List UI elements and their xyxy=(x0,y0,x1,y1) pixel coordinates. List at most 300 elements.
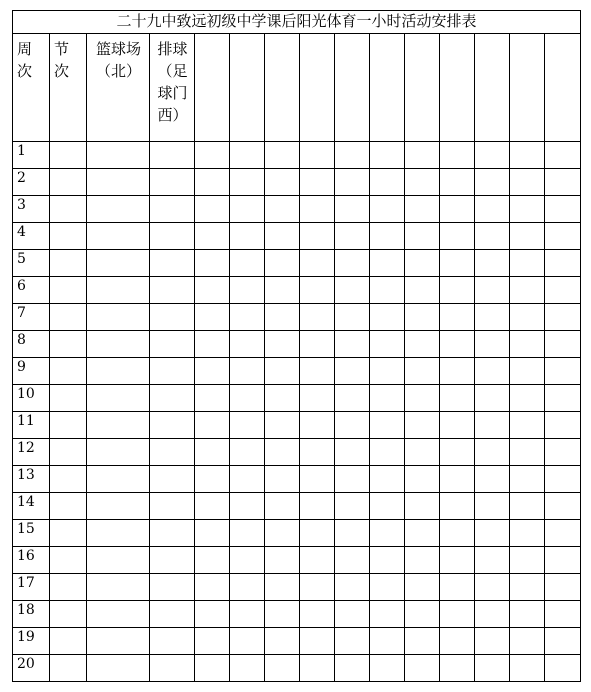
table-row xyxy=(13,169,581,196)
schedule-cell[interactable] xyxy=(475,196,510,223)
schedule-cell[interactable] xyxy=(440,493,475,520)
schedule-cell[interactable] xyxy=(510,439,545,466)
schedule-cell[interactable] xyxy=(50,223,87,250)
schedule-cell[interactable] xyxy=(440,250,475,277)
schedule-cell[interactable] xyxy=(545,655,581,682)
schedule-cell[interactable] xyxy=(230,439,265,466)
schedule-cell[interactable] xyxy=(335,574,370,601)
schedule-cell[interactable] xyxy=(545,466,581,493)
schedule-cell[interactable] xyxy=(510,655,545,682)
schedule-cell[interactable] xyxy=(300,277,335,304)
schedule-cell[interactable] xyxy=(370,277,405,304)
schedule-cell[interactable] xyxy=(265,493,300,520)
schedule-cell[interactable] xyxy=(87,628,150,655)
schedule-cell[interactable] xyxy=(265,628,300,655)
schedule-cell[interactable] xyxy=(50,547,87,574)
schedule-cell[interactable] xyxy=(545,277,581,304)
schedule-cell[interactable] xyxy=(335,331,370,358)
schedule-cell[interactable] xyxy=(510,331,545,358)
schedule-cell[interactable] xyxy=(265,412,300,439)
header-cell-blank[interactable] xyxy=(545,34,581,142)
schedule-cell[interactable] xyxy=(405,628,440,655)
schedule-cell[interactable] xyxy=(150,439,195,466)
week-number-cell xyxy=(13,250,50,277)
schedule-cell[interactable] xyxy=(335,466,370,493)
schedule-cell[interactable] xyxy=(405,169,440,196)
schedule-cell[interactable] xyxy=(195,385,230,412)
schedule-cell[interactable] xyxy=(545,493,581,520)
title-row xyxy=(13,11,581,34)
schedule-cell[interactable] xyxy=(150,358,195,385)
schedule-cell[interactable] xyxy=(370,466,405,493)
schedule-cell[interactable] xyxy=(440,520,475,547)
schedule-cell[interactable] xyxy=(475,601,510,628)
schedule-cell[interactable] xyxy=(195,358,230,385)
schedule-cell[interactable] xyxy=(545,196,581,223)
schedule-cell[interactable] xyxy=(150,601,195,628)
schedule-cell[interactable] xyxy=(230,412,265,439)
schedule-cell[interactable] xyxy=(440,277,475,304)
schedule-cell[interactable] xyxy=(370,196,405,223)
schedule-cell[interactable] xyxy=(300,250,335,277)
schedule-cell[interactable] xyxy=(265,547,300,574)
schedule-cell[interactable] xyxy=(510,547,545,574)
schedule-cell[interactable] xyxy=(150,196,195,223)
schedule-cell[interactable] xyxy=(87,547,150,574)
schedule-cell[interactable] xyxy=(265,601,300,628)
schedule-cell[interactable] xyxy=(195,493,230,520)
schedule-cell[interactable] xyxy=(195,250,230,277)
schedule-cell[interactable] xyxy=(510,601,545,628)
schedule-cell[interactable] xyxy=(150,250,195,277)
schedule-cell[interactable] xyxy=(440,358,475,385)
schedule-cell[interactable] xyxy=(230,250,265,277)
schedule-cell[interactable] xyxy=(150,169,195,196)
schedule-cell[interactable] xyxy=(370,520,405,547)
schedule-cell[interactable] xyxy=(475,493,510,520)
schedule-cell[interactable] xyxy=(230,520,265,547)
schedule-cell[interactable] xyxy=(300,358,335,385)
schedule-cell[interactable] xyxy=(195,412,230,439)
schedule-cell[interactable] xyxy=(87,277,150,304)
schedule-cell[interactable] xyxy=(475,304,510,331)
schedule-cell[interactable] xyxy=(195,601,230,628)
week-number: 20 xyxy=(17,656,35,672)
schedule-cell[interactable] xyxy=(265,358,300,385)
schedule-cell[interactable] xyxy=(475,223,510,250)
schedule-cell[interactable] xyxy=(87,466,150,493)
schedule-cell[interactable] xyxy=(150,412,195,439)
schedule-cell[interactable] xyxy=(440,385,475,412)
schedule-cell[interactable] xyxy=(230,547,265,574)
schedule-cell[interactable] xyxy=(370,628,405,655)
schedule-cell[interactable] xyxy=(545,250,581,277)
schedule-cell[interactable] xyxy=(335,142,370,169)
schedule-cell[interactable] xyxy=(50,574,87,601)
schedule-cell[interactable] xyxy=(265,520,300,547)
schedule-cell[interactable] xyxy=(440,412,475,439)
schedule-cell[interactable] xyxy=(87,574,150,601)
schedule-cell[interactable] xyxy=(335,196,370,223)
schedule-cell[interactable] xyxy=(545,520,581,547)
schedule-cell[interactable] xyxy=(300,169,335,196)
week-number-cell xyxy=(13,439,50,466)
schedule-cell[interactable] xyxy=(230,169,265,196)
table-row xyxy=(13,142,581,169)
schedule-cell[interactable] xyxy=(230,142,265,169)
schedule-cell[interactable] xyxy=(545,169,581,196)
schedule-cell[interactable] xyxy=(300,466,335,493)
schedule-cell[interactable] xyxy=(510,412,545,439)
schedule-cell[interactable] xyxy=(300,547,335,574)
header-cell-blank[interactable] xyxy=(475,34,510,142)
schedule-cell[interactable] xyxy=(50,493,87,520)
schedule-cell[interactable] xyxy=(405,520,440,547)
schedule-cell[interactable] xyxy=(265,655,300,682)
schedule-cell[interactable] xyxy=(87,385,150,412)
schedule-cell[interactable] xyxy=(265,196,300,223)
schedule-cell[interactable] xyxy=(510,250,545,277)
header-cell-blank[interactable] xyxy=(405,34,440,142)
schedule-cell[interactable] xyxy=(265,277,300,304)
schedule-cell[interactable] xyxy=(195,277,230,304)
schedule-cell[interactable] xyxy=(150,277,195,304)
schedule-cell[interactable] xyxy=(405,250,440,277)
schedule-cell[interactable] xyxy=(265,250,300,277)
schedule-cell[interactable] xyxy=(230,385,265,412)
schedule-cell[interactable] xyxy=(475,520,510,547)
schedule-cell[interactable] xyxy=(475,439,510,466)
schedule-cell[interactable] xyxy=(230,304,265,331)
schedule-cell[interactable] xyxy=(195,520,230,547)
schedule-cell[interactable] xyxy=(510,142,545,169)
schedule-cell[interactable] xyxy=(510,196,545,223)
schedule-cell[interactable] xyxy=(195,466,230,493)
schedule-cell[interactable] xyxy=(300,196,335,223)
schedule-cell[interactable] xyxy=(405,493,440,520)
schedule-cell[interactable] xyxy=(405,142,440,169)
schedule-cell[interactable] xyxy=(335,223,370,250)
schedule-cell[interactable] xyxy=(545,358,581,385)
schedule-cell[interactable] xyxy=(545,574,581,601)
schedule-cell[interactable] xyxy=(230,331,265,358)
schedule-cell[interactable] xyxy=(335,412,370,439)
header-cell-blank[interactable] xyxy=(195,34,230,142)
schedule-cell[interactable] xyxy=(335,628,370,655)
schedule-cell[interactable] xyxy=(300,304,335,331)
schedule-cell[interactable] xyxy=(87,304,150,331)
schedule-cell[interactable] xyxy=(370,250,405,277)
schedule-cell[interactable] xyxy=(265,466,300,493)
schedule-cell[interactable] xyxy=(50,277,87,304)
schedule-cell[interactable] xyxy=(195,142,230,169)
schedule-cell[interactable] xyxy=(50,196,87,223)
schedule-cell[interactable] xyxy=(195,304,230,331)
schedule-cell[interactable] xyxy=(87,223,150,250)
schedule-cell[interactable] xyxy=(370,358,405,385)
schedule-cell[interactable] xyxy=(195,223,230,250)
schedule-cell[interactable] xyxy=(195,439,230,466)
schedule-cell[interactable] xyxy=(545,304,581,331)
schedule-cell[interactable] xyxy=(370,223,405,250)
schedule-cell[interactable] xyxy=(370,601,405,628)
schedule-cell[interactable] xyxy=(510,358,545,385)
schedule-cell[interactable] xyxy=(50,331,87,358)
schedule-cell[interactable] xyxy=(475,277,510,304)
schedule-cell[interactable] xyxy=(405,277,440,304)
schedule-cell[interactable] xyxy=(150,142,195,169)
schedule-cell[interactable] xyxy=(405,304,440,331)
schedule-cell[interactable] xyxy=(230,628,265,655)
schedule-cell[interactable] xyxy=(230,655,265,682)
schedule-cell[interactable] xyxy=(545,331,581,358)
schedule-cell[interactable] xyxy=(475,574,510,601)
schedule-cell[interactable] xyxy=(475,250,510,277)
week-number: 15 xyxy=(17,521,35,537)
schedule-cell[interactable] xyxy=(230,223,265,250)
schedule-cell[interactable] xyxy=(87,493,150,520)
schedule-cell[interactable] xyxy=(50,466,87,493)
schedule-cell[interactable] xyxy=(87,196,150,223)
schedule-cell[interactable] xyxy=(440,655,475,682)
schedule-cell[interactable] xyxy=(300,439,335,466)
schedule-cell[interactable] xyxy=(50,439,87,466)
schedule-cell[interactable] xyxy=(545,628,581,655)
schedule-cell[interactable] xyxy=(230,277,265,304)
header-cell-blank[interactable] xyxy=(370,34,405,142)
schedule-cell[interactable] xyxy=(265,574,300,601)
schedule-cell[interactable] xyxy=(195,331,230,358)
schedule-cell[interactable] xyxy=(440,574,475,601)
schedule-cell[interactable] xyxy=(405,412,440,439)
header-cell-blank[interactable] xyxy=(265,34,300,142)
schedule-cell[interactable] xyxy=(150,493,195,520)
schedule-cell[interactable] xyxy=(195,169,230,196)
schedule-cell[interactable] xyxy=(150,574,195,601)
schedule-cell[interactable] xyxy=(510,574,545,601)
schedule-cell[interactable] xyxy=(230,466,265,493)
header-cell-blank[interactable] xyxy=(300,34,335,142)
schedule-cell[interactable] xyxy=(150,466,195,493)
schedule-cell[interactable] xyxy=(150,520,195,547)
schedule-cell[interactable] xyxy=(405,439,440,466)
schedule-cell[interactable] xyxy=(475,385,510,412)
schedule-cell[interactable] xyxy=(265,331,300,358)
schedule-cell[interactable] xyxy=(300,628,335,655)
schedule-cell[interactable] xyxy=(265,223,300,250)
schedule-cell[interactable] xyxy=(50,520,87,547)
schedule-cell[interactable] xyxy=(545,385,581,412)
header-cell-blank[interactable] xyxy=(510,34,545,142)
schedule-cell[interactable] xyxy=(150,304,195,331)
schedule-cell[interactable] xyxy=(335,520,370,547)
schedule-cell[interactable] xyxy=(370,331,405,358)
schedule-cell[interactable] xyxy=(370,169,405,196)
schedule-cell[interactable] xyxy=(370,547,405,574)
week-number-cell xyxy=(13,466,50,493)
schedule-cell[interactable] xyxy=(150,385,195,412)
schedule-cell[interactable] xyxy=(440,169,475,196)
schedule-cell[interactable] xyxy=(510,223,545,250)
schedule-cell[interactable] xyxy=(87,601,150,628)
schedule-cell[interactable] xyxy=(335,385,370,412)
schedule-cell[interactable] xyxy=(335,439,370,466)
schedule-cell[interactable] xyxy=(150,547,195,574)
schedule-cell[interactable] xyxy=(510,385,545,412)
schedule-cell[interactable] xyxy=(440,439,475,466)
schedule-cell[interactable] xyxy=(510,520,545,547)
schedule-cell[interactable] xyxy=(300,493,335,520)
schedule-cell[interactable] xyxy=(440,331,475,358)
schedule-cell[interactable] xyxy=(440,466,475,493)
schedule-cell[interactable] xyxy=(405,547,440,574)
schedule-cell[interactable] xyxy=(335,655,370,682)
schedule-cell[interactable] xyxy=(50,601,87,628)
schedule-cell[interactable] xyxy=(335,169,370,196)
schedule-cell[interactable] xyxy=(405,223,440,250)
schedule-cell[interactable] xyxy=(370,385,405,412)
schedule-cell[interactable] xyxy=(50,655,87,682)
schedule-cell[interactable] xyxy=(370,655,405,682)
schedule-cell[interactable] xyxy=(150,655,195,682)
schedule-cell[interactable] xyxy=(405,196,440,223)
header-cell-blank[interactable] xyxy=(230,34,265,142)
schedule-cell[interactable] xyxy=(545,142,581,169)
schedule-cell[interactable] xyxy=(150,628,195,655)
schedule-cell[interactable] xyxy=(195,628,230,655)
schedule-cell[interactable] xyxy=(230,196,265,223)
schedule-cell[interactable] xyxy=(265,304,300,331)
schedule-cell[interactable] xyxy=(87,412,150,439)
schedule-cell[interactable] xyxy=(50,385,87,412)
schedule-cell[interactable] xyxy=(300,142,335,169)
schedule-cell[interactable] xyxy=(335,277,370,304)
schedule-cell[interactable] xyxy=(50,304,87,331)
schedule-cell[interactable] xyxy=(87,169,150,196)
schedule-cell[interactable] xyxy=(195,574,230,601)
schedule-cell[interactable] xyxy=(50,628,87,655)
schedule-cell[interactable] xyxy=(335,601,370,628)
schedule-cell[interactable] xyxy=(300,223,335,250)
schedule-cell[interactable] xyxy=(475,169,510,196)
schedule-cell[interactable] xyxy=(545,601,581,628)
schedule-cell[interactable] xyxy=(440,223,475,250)
schedule-cell[interactable] xyxy=(265,142,300,169)
schedule-cell[interactable] xyxy=(405,358,440,385)
schedule-cell[interactable] xyxy=(440,601,475,628)
schedule-cell[interactable] xyxy=(87,358,150,385)
schedule-cell[interactable] xyxy=(475,628,510,655)
schedule-cell[interactable] xyxy=(545,223,581,250)
week-number: 13 xyxy=(17,467,35,483)
schedule-cell[interactable] xyxy=(300,520,335,547)
schedule-cell[interactable] xyxy=(475,412,510,439)
schedule-cell[interactable] xyxy=(265,169,300,196)
schedule-cell[interactable] xyxy=(440,628,475,655)
schedule-cell[interactable] xyxy=(370,304,405,331)
schedule-cell[interactable] xyxy=(370,142,405,169)
schedule-cell[interactable] xyxy=(87,142,150,169)
schedule-cell[interactable] xyxy=(440,142,475,169)
schedule-cell[interactable] xyxy=(335,250,370,277)
schedule-cell[interactable] xyxy=(510,277,545,304)
schedule-cell[interactable] xyxy=(405,574,440,601)
schedule-cell[interactable] xyxy=(300,385,335,412)
schedule-cell[interactable] xyxy=(440,196,475,223)
schedule-cell[interactable] xyxy=(300,331,335,358)
schedule-cell[interactable] xyxy=(335,304,370,331)
schedule-cell[interactable] xyxy=(370,493,405,520)
schedule-cell[interactable] xyxy=(475,547,510,574)
schedule-cell[interactable] xyxy=(545,412,581,439)
schedule-cell[interactable] xyxy=(195,655,230,682)
schedule-cell[interactable] xyxy=(300,574,335,601)
schedule-cell[interactable] xyxy=(87,439,150,466)
schedule-cell[interactable] xyxy=(405,331,440,358)
header-cell-blank[interactable] xyxy=(440,34,475,142)
schedule-cell[interactable] xyxy=(475,331,510,358)
schedule-cell[interactable] xyxy=(335,358,370,385)
schedule-cell[interactable] xyxy=(510,304,545,331)
schedule-cell[interactable] xyxy=(405,655,440,682)
schedule-cell[interactable] xyxy=(87,331,150,358)
schedule-cell[interactable] xyxy=(545,547,581,574)
schedule-cell[interactable] xyxy=(87,655,150,682)
schedule-cell[interactable] xyxy=(50,250,87,277)
schedule-cell[interactable] xyxy=(230,358,265,385)
schedule-cell[interactable] xyxy=(335,547,370,574)
schedule-cell[interactable] xyxy=(300,412,335,439)
schedule-cell[interactable] xyxy=(265,439,300,466)
schedule-cell[interactable] xyxy=(230,574,265,601)
schedule-cell[interactable] xyxy=(475,466,510,493)
schedule-cell[interactable] xyxy=(475,142,510,169)
header-cell-blank[interactable] xyxy=(335,34,370,142)
schedule-cell[interactable] xyxy=(510,628,545,655)
schedule-cell[interactable] xyxy=(405,466,440,493)
schedule-cell[interactable] xyxy=(50,358,87,385)
schedule-cell[interactable] xyxy=(405,601,440,628)
schedule-cell[interactable] xyxy=(510,466,545,493)
schedule-cell[interactable] xyxy=(150,331,195,358)
schedule-cell[interactable] xyxy=(195,196,230,223)
schedule-cell[interactable] xyxy=(195,547,230,574)
schedule-cell[interactable] xyxy=(510,169,545,196)
schedule-cell[interactable] xyxy=(50,169,87,196)
schedule-cell[interactable] xyxy=(405,385,440,412)
schedule-cell[interactable] xyxy=(440,547,475,574)
schedule-cell[interactable] xyxy=(545,439,581,466)
schedule-cell[interactable] xyxy=(150,223,195,250)
schedule-cell[interactable] xyxy=(50,142,87,169)
schedule-cell[interactable] xyxy=(370,439,405,466)
schedule-cell[interactable] xyxy=(370,574,405,601)
schedule-cell[interactable] xyxy=(440,304,475,331)
schedule-cell[interactable] xyxy=(300,601,335,628)
schedule-cell[interactable] xyxy=(475,358,510,385)
schedule-cell[interactable] xyxy=(50,412,87,439)
schedule-cell[interactable] xyxy=(335,493,370,520)
schedule-cell[interactable] xyxy=(87,250,150,277)
schedule-cell[interactable] xyxy=(87,520,150,547)
schedule-cell[interactable] xyxy=(370,412,405,439)
schedule-cell[interactable] xyxy=(230,493,265,520)
schedule-cell[interactable] xyxy=(230,601,265,628)
schedule-cell[interactable] xyxy=(510,493,545,520)
schedule-cell[interactable] xyxy=(475,655,510,682)
schedule-cell[interactable] xyxy=(300,655,335,682)
schedule-cell[interactable] xyxy=(265,385,300,412)
